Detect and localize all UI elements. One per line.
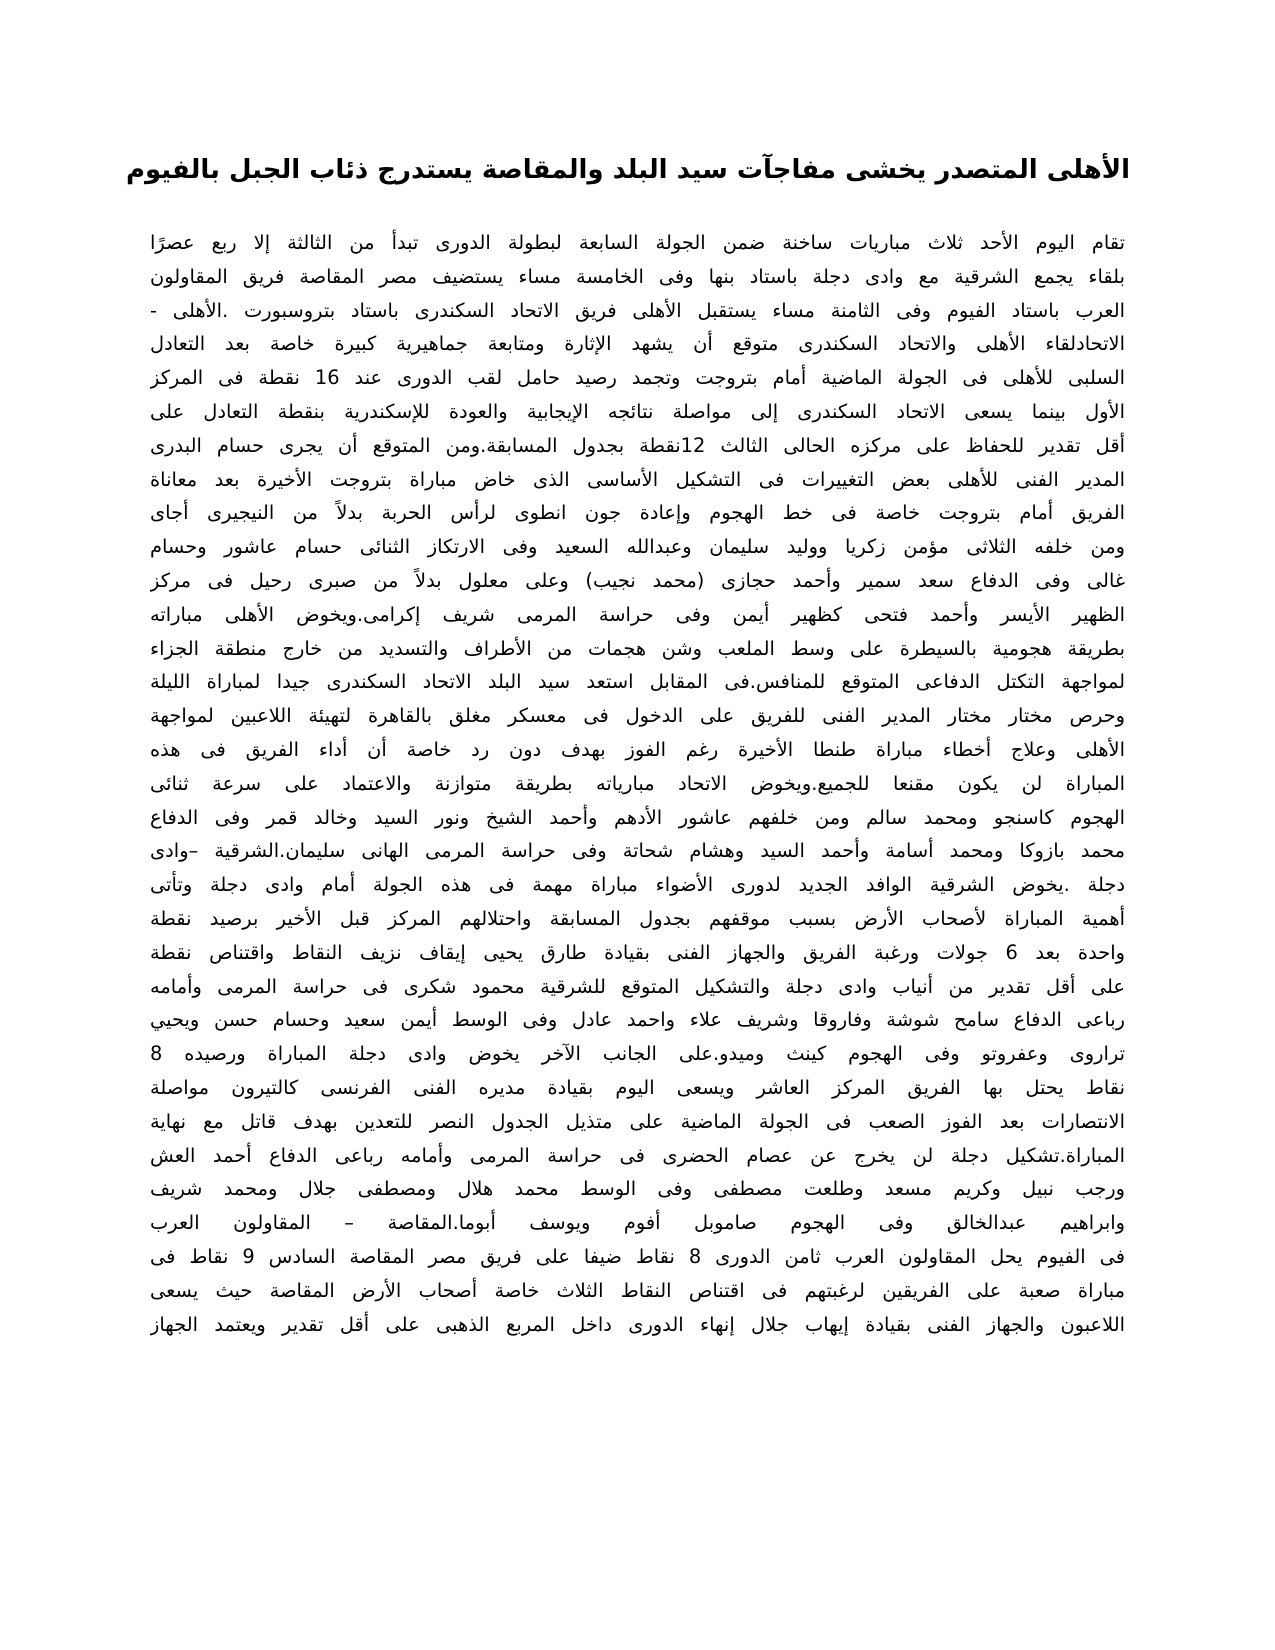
body-line: الأول بينما يسعى الاتحاد السكندرى إلى مواصلة نتائجه الإيجابية والعودة للإسكندرية بنقطة التعادل على	[150, 399, 1125, 423]
body-line: لمواجهة التكتل الدفاعى المتوقع للمنافس.فى المقابل استعد سيد البلد الاتحاد السكندرى جيدا لمباراة الليلة	[150, 670, 1125, 694]
body-line: وحرص مختار مختار المدير الفنى للفريق على الدخول فى معسكر مغلق بالقاهرة لتهيئة اللاعبين لمواجهة	[150, 704, 1125, 728]
body-line: الفريق أمام بتروجت خاصة فى خط الهجوم وإعادة جون انطوى لرأس الحربة بدلاً من النيجيرى أجاى	[150, 501, 1125, 525]
article-body	[150, 226, 1125, 1341]
body-line: الاتحادلقاء الأهلى والاتحاد السكندرى متوقع أن يشهد الإثارة ومتابعة جماهيرية كبيرة خاصة بعد التعادل	[150, 332, 1125, 356]
body-line: محمد بازوكا ومحمد أسامة وأحمد السيد وهشام شحاتة وفى حراسة المرمى الهانى سليمان.الشرقية –وادى	[150, 839, 1125, 863]
body-line: بلقاء يجمع الشرقية مع وادى دجلة باستاد بنها وفى الخامسة مساء يستضيف مصر المقاصة فريق المقاولون	[150, 264, 1125, 288]
body-line: واحدة بعد 6 جولات ورغبة الفريق والجهاز الفنى بقيادة طارق يحيى إيقاف نزيف النقاط واقتناص نقطة	[150, 940, 1125, 964]
body-line: ورجب نبيل وكريم مسعد وطلعت مصطفى وفى الوسط محمد هلال ومصطفى جلال ومحمد شريف	[150, 1177, 1125, 1201]
body-line: أقل تقدير للحفاظ على مركزه الحالى الثالث 12نقطة بجدول المسابقة.ومن المتوقع أن يجرى حسام البدرى	[150, 433, 1125, 457]
body-line: الظهير الأيسر وأحمد فتحى كظهير أيمن وفى حراسة المرمى شريف إكرامى.ويخوض الأهلى مباراته	[150, 602, 1125, 626]
body-line: المباراة لن يكون مقنعا للجميع.ويخوض الاتحاد مبارياته بطريقة متوازنة والاعتماد على سرعة ثنائى	[150, 771, 1125, 795]
body-line: الانتصارات بعد الفوز الصعب فى الجولة الماضية على متذيل الجدول النصر للتعدين بهدف قاتل مع نهاية	[150, 1109, 1125, 1133]
body-line: مباراة صعبة على الفريقين لرغبتهم فى اقتناص النقاط الثلاث خاصة أصحاب الأرض المقاصة حيث يسعى	[150, 1278, 1125, 1302]
body-line: اللاعبون والجهاز الفنى بقيادة إيهاب جلال إنهاء الدورى داخل المربع الذهبى على أقل تقدير ويعتمد الجهاز	[150, 1312, 1125, 1336]
body-line: المدير الفنى للأهلى بعض التغييرات فى التشكيل الأساسى الذى خاض مباراة بتروجت الأخيرة بعد معاناة	[150, 467, 1125, 491]
body-line: فى الفيوم يحل المقاولون العرب ثامن الدورى 8 نقاط ضيفا على فريق مصر المقاصة السادس 9 نقاط فى	[150, 1244, 1125, 1268]
article-title: الأهلى المتصدر يخشى مفاجآت سيد البلد والمقاصة يستدرج ذئاب الجبل بالفيوم	[125, 155, 1130, 185]
body-line: ومن خلفه الثلاثى مؤمن زكريا ووليد سليمان وعبدالله السعيد وفى الارتكاز الثنائى حسام عاشور وحسام	[150, 535, 1125, 559]
body-line: الهجوم كاسنجو ومحمد سالم ومن خلفهم عاشور الأدهم وأحمد الشيخ ونور السيد وخالد قمر وفى الدفاع	[150, 805, 1125, 829]
body-line: دجلة .يخوض الشرقية الوافد الجديد لدورى الأضواء مباراة مهمة فى هذه الجولة أمام وادى دجلة وتأتى	[150, 873, 1125, 897]
body-line: على أقل تقدير من أنياب وادى دجلة والتشكيل المتوقع للشرقية محمود شكرى فى حراسة المرمى وأمامه	[150, 974, 1125, 998]
body-line: بطريقة هجومية بالسيطرة على وسط الملعب وشن هجمات من الأطراف والتسديد من خارج منطقة الجزاء	[150, 636, 1125, 660]
body-line: نقاط يحتل بها الفريق المركز العاشر ويسعى اليوم بقيادة مديره الفنى الفرنسى كالتيرون مواصلة	[150, 1075, 1125, 1099]
body-line: العرب باستاد الفيوم وفى الثامنة مساء يستقبل الأهلى فريق الاتحاد السكندرى باستاد بتروسبورت .الأهلى -	[150, 298, 1125, 322]
body-line: تقام اليوم الأحد ثلاث مباريات ساخنة ضمن الجولة السابعة لبطولة الدورى تبدأ من الثالثة إلا ربع عصرًا	[150, 231, 1125, 254]
body-line: السلبى للأهلى فى الجولة الماضية أمام بتروجت وتجمد رصيد حامل لقب الدورى عند 16 نقطة فى المركز	[150, 366, 1125, 390]
body-line: غالى وفى الدفاع سعد سمير وأحمد حجازى (محمد نجيب) وعلى معلول بدلاً من صبرى رحيل فى مركز	[150, 568, 1125, 592]
body-line: وابراهيم عبدالخالق وفى الهجوم صاموبل أفوم ويوسف أبوما.المقاصة – المقاولون العرب	[150, 1211, 1125, 1235]
body-line: المباراة.تشكيل دجلة لن يخرج عن عصام الحضرى فى حراسة المرمى وأمامه رباعى الدفاع أحمد العش	[150, 1143, 1125, 1167]
body-line: رباعى الدفاع سامح شوشة وفاروقا وشريف علاء واحمد عادل وفى الوسط أيمن سعيد وحسام حسن ويحيي	[150, 1008, 1125, 1032]
body-line: أهمية المباراة لأصحاب الأرض بسبب موقفهم بجدول المسابقة واحتلالهم المركز قبل الأخير برصيد نقطة	[150, 906, 1125, 930]
body-line: الأهلى وعلاج أخطاء مباراة طنطا الأخيرة رغم الفوز بهدف دون رد خاصة أن أداء الفريق فى هذه	[150, 737, 1125, 761]
body-line: تراروى وعفروتو وفى الهجوم كينث وميدو.على الجانب الآخر يخوض وادى دجلة المباراة ورصيده 8	[150, 1042, 1125, 1066]
